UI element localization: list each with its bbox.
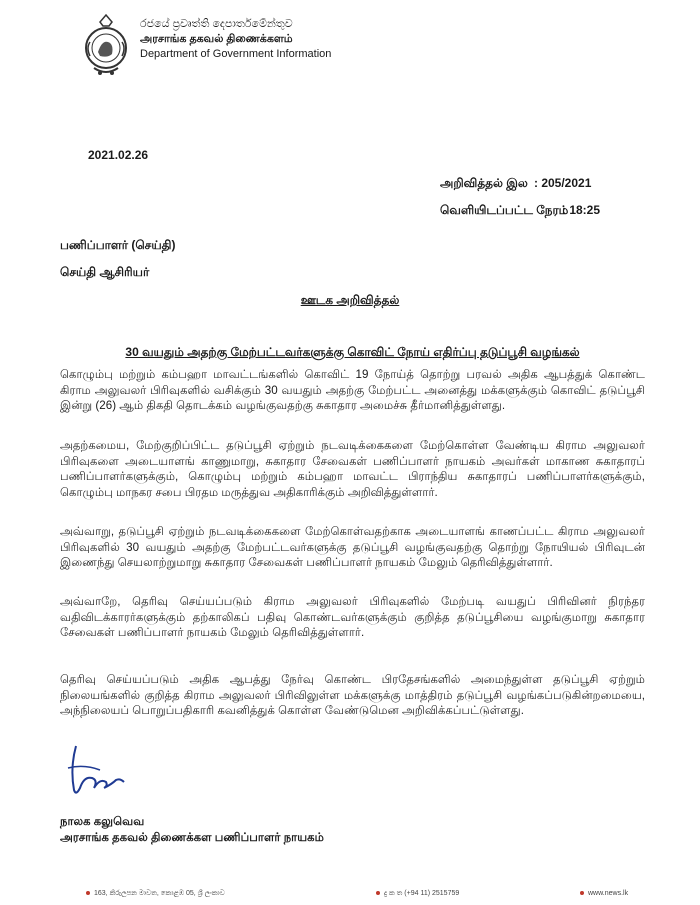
signatory-title: அரசாங்க தகவல் திணைக்கள பணிப்பாளர் நாயகம் [60,831,324,844]
bullet-icon [580,891,584,895]
release-time-row [440,203,600,219]
body-paragraph-2: அதற்கமைய, மேற்குறிப்பிட்ட தடுப்பூசி ஏற்றும் நடவடிக்கைகளை மேற்கொள்ள வேண்டிய கிராம அலுவலர் பிரிவுகளை அடையாளங் காணுமாறு, சுகாதார சேவைகள் பணிப்பாளர் நாயகம் அவர்கள் மாகாண சுகாதாரப் பணிப்பாளர்களுக்கும், கொழும்பு மற்றும் கம்பஹா மாவட்ட பிராந்திய சுகாதாரப் பணிப்பாளர்களுக்கும், கொழும்பு மாநகர சபை பிரதம மருத்துவ அதிகாரிக்கும் அறிவித்துள்ளார். [60,439,645,499]
footer-address [86,890,225,898]
footer-phone [376,890,459,898]
release-time-value: : 18:25 [562,203,601,217]
notice-number-row [440,176,591,192]
footer-phone-text: දු ක ත (+94 11) 2515759 [384,890,460,897]
department-name-sinhala: රජයේ ප්‍රවෘත්ති දෙපාර්තමේන්තුව [140,18,293,30]
department-name-tamil: அரசாங்க தகவல் திணைக்களம் [140,33,293,45]
signatory-name: நாலக கலுவெவ [60,815,145,828]
document-date: 2021.02.26 [88,148,149,162]
body-paragraph-1: கொழும்பு மற்றும் கம்பஹா மாவட்டங்களில் கொவிட் 19 நோய்த் தொற்று பரவல் அதிக ஆபத்துக் கொண்ட கிராம அலுவலர் பிரிவுகளில் வசிக்கும் 30 வயதும் அதற்கு மேற்பட்ட அனைத்து மக்களுக்கும் கொவிட் தடுப்பூசி இன்று (26) ஆம் திகதி தொடக்கம் வழங்குவதற்கு சுகாதார அமைச்சு தீர்மானித்துள்ளது. [60,368,645,413]
notice-number-label: அறிவித்தல் இல [440,176,528,190]
recipient-director: பணிப்பாளர் (செய்தி) [60,238,176,252]
body-paragraph-3: அவ்வாறு, தடுப்பூசி ஏற்றும் நடவடிக்கைகளை மேற்கொள்வதற்காக அடையாளங் காணப்பட்ட கிராம அலுவலர் பிரிவுகளில் 30 வயதும் அதற்கு மேற்பட்டவர்களுக்கு தடுப்பூசி வழங்குவதற்கு தொற்று நோயியல் பிரிவுடன் இணைந்து செயலாற்றுமாறு சுகாதார சேவைகள் பணிப்பாளர் நாயகம் மேலும் தெரிவித்துள்ளார். [60,525,645,570]
body-paragraph-4: அவ்வாறே, தெரிவு செய்யப்படும் கிராம அலுவலர் பிரிவுகளில் மேற்படி வயதுப் பிரிவினர் நிரந்தர வதிவிடக்காரர்களுக்கும் தற்காலிகப் பதிவு கொண்டவர்களுக்கும் குறித்த தடுப்பூசியை வழங்குமாறு சுகாதார சேவைகள் பணிப்பாளர் நாயகம் மேலும் தெரிவித்துள்ளார். [60,595,645,640]
bullet-icon [86,891,90,895]
press-release-headline: 30 வயதும் அதற்கு மேற்பட்டவர்களுக்கு கொவிட் நோய் எதிர்ப்பு தடுப்பூசி வழங்கல் [125,345,580,359]
bullet-icon [376,891,380,895]
footer-website [580,890,628,897]
footer-address-text: 163, කිරුලපන මාවත, කොළඹ 05, ශ්‍රී ලංකාව [94,890,225,897]
sri-lanka-emblem-icon [80,12,132,80]
department-name-english: Department of Government Information [140,48,332,60]
release-time-label: வெளியிடப்பட்ட நேரம் [440,203,569,217]
department-letterhead [140,17,331,62]
body-paragraph-5: தெரிவு செய்யப்படும் அதிக ஆபத்து நேர்வு கொண்ட பிரதேசங்களில் அமைந்துள்ள தடுப்பூசி ஏற்றும் நிலையங்களில் குறித்த கிராம அலுவலர் பிரிவிலுள்ள மக்களுக்கு மாத்திரம் தடுப்பூசி வழங்கப்படுகின்றமையை, அந்நிலையப் பொறுப்பதிகாரி கவனித்துக் கொள்ள வேண்டுமென அறிவிக்கப்பட்டுள்ளது. [60,673,645,718]
media-notice-heading: ஊடக அறிவித்தல் [300,293,400,307]
footer-website-text: www.news.lk [588,890,629,897]
handwritten-signature-icon [64,738,134,800]
recipient-editor: செய்தி ஆசிரியர் [60,265,150,279]
notice-number-value: : 205/2021 [534,176,592,190]
